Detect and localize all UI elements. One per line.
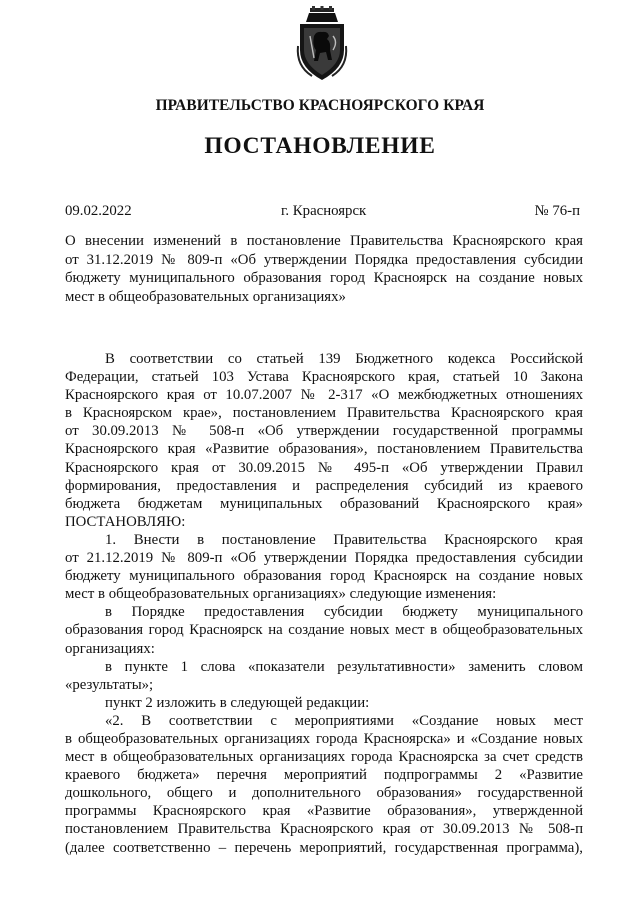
subject-line: от 31.12.2019 № 809-п «Об утверждении Порядка предоставления субсидии <box>65 251 583 268</box>
body-line: постановлением Правительства Красноярского края от 30.09.2013 № 508-п <box>65 821 583 838</box>
document-type-heading: ПОСТАНОВЛЕНИЕ <box>204 133 436 159</box>
body-line: формирования, предоставления и распределения субсидий из краевого <box>65 477 583 494</box>
body-line: В соответствии со статьей 139 Бюджетного кодекса Российской <box>105 351 583 367</box>
body-line: дошкольного, общего и дополнительного образования» государственной <box>65 785 583 802</box>
body-line: Красноярского края от 30.09.2015 № 495-п «Об утверждении Правил <box>65 459 583 476</box>
body-line: организациях: <box>65 640 155 657</box>
subject-line: бюджету муниципального образования город Красноярск на создание новых <box>65 270 583 286</box>
body-line: бюджету муниципального образования город Красноярск на создание новых <box>65 568 583 585</box>
body-line: в Порядке предоставления субсидии бюджету муниципального <box>105 604 583 621</box>
body-line: Красноярского края «Развитие образования», постановлением Правительства <box>65 441 583 458</box>
body-line: краевого бюджета» перечня мероприятий подпрограммы 2 «Развитие <box>65 767 583 784</box>
body-line: «результаты»; <box>65 676 154 693</box>
body-line: (далее соответственно – перечень мероприятий, государственная программа), <box>65 839 583 856</box>
body-line: мест в общеобразовательных организациях города Красноярска за счет средств <box>65 749 583 766</box>
body-line: в общеобразовательных организациях города Красноярска» и «Создание новых <box>65 730 583 747</box>
body-line: «2. В соответствии с мероприятиями «Создание новых мест <box>105 712 583 729</box>
document-number: № 76-п <box>534 203 580 219</box>
body-line: в пункте 1 слова «показатели результативности» заменить словом <box>105 658 583 675</box>
body-line: 1. Внести в постановление Правительства Красноярского края <box>105 531 583 548</box>
body-line: в Красноярском крае», постановлением Правительства Красноярского края <box>65 405 583 422</box>
document-city: г. Красноярск <box>281 203 367 219</box>
document-subject <box>65 232 583 306</box>
subject-line: мест в общеобразовательных организациях» <box>65 288 346 305</box>
subject-line: О внесении изменений в постановление Правительства Красноярского края <box>65 233 583 249</box>
body-line: от 21.12.2019 № 809-п «Об утверждении Порядка предоставления субсидии <box>65 550 583 567</box>
body-line: бюджета бюджетам муниципальных образований Красноярского края» <box>65 495 583 512</box>
body-line: Федерации, статьей 103 Устава Красноярского края, статьей 10 Закона <box>65 369 583 386</box>
document-body <box>65 350 583 857</box>
body-line: мест в общеобразовательных организациях» следующие изменения: <box>65 586 497 603</box>
body-line: ПОСТАНОВЛЯЮ: <box>65 513 186 530</box>
body-line: пункт 2 изложить в следующей редакции: <box>105 694 370 711</box>
body-line: Красноярского края от 10.07.2007 № 2-317 «О межбюджетных отношениях <box>65 387 583 404</box>
body-line: от 30.09.2013 № 508-п «Об утверждении государственной программы <box>65 423 583 440</box>
government-title: ПРАВИТЕЛЬСТВО КРАСНОЯРСКОГО КРАЯ <box>155 97 485 114</box>
body-line: программы Красноярского края «Развитие образования», утвержденной <box>65 803 583 820</box>
coat-of-arms-icon <box>292 6 352 82</box>
body-line: образования город Красноярск на создание новых мест в общеобразовательных <box>65 622 583 639</box>
document-date: 09.02.2022 <box>65 203 132 219</box>
